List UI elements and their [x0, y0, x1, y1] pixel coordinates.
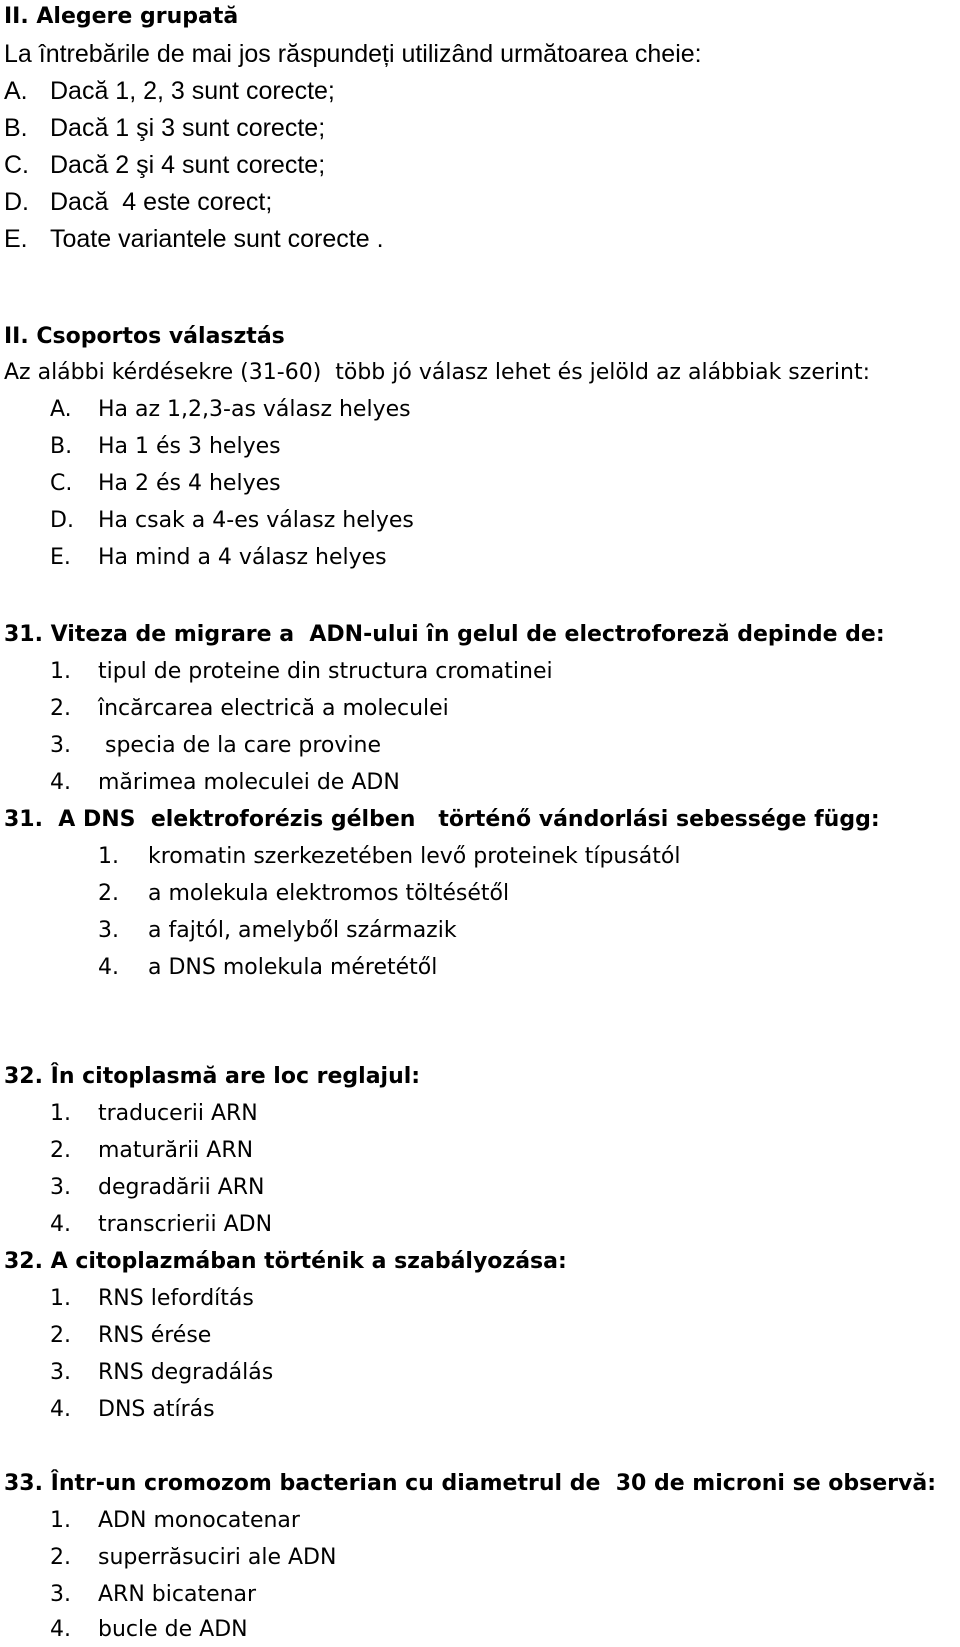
question-option: 1. tipul de proteine din structura cromatinei: [50, 659, 553, 684]
question-option: 2. maturării ARN: [50, 1138, 254, 1163]
question-option: 3. ARN bicatenar: [50, 1582, 257, 1607]
question-heading: 33. Într-un cromozom bacterian cu diametrul de 30 de microni se observă:: [4, 1471, 937, 1496]
question-option: 3. RNS degradálás: [50, 1360, 274, 1385]
question-option: 2. încărcarea electrică a moleculei: [50, 696, 449, 721]
question-option: 4. a DNS molekula méretétől: [98, 955, 438, 980]
question-heading: 31. Viteza de migrare a ADN-ului în gelul de electroforeză depinde de:: [4, 622, 885, 647]
question-option: 2. RNS érése: [50, 1323, 212, 1348]
question-option: 1. RNS lefordítás: [50, 1286, 254, 1311]
ro-key-e: E. Toate variantele sunt corecte .: [4, 225, 384, 253]
question-option: 3. specia de la care provine: [50, 733, 381, 758]
hu-key-e: E. Ha mind a 4 válasz helyes: [50, 545, 387, 570]
question-option: 3. a fajtól, amelyből származik: [98, 918, 457, 943]
question-option: 2. superrăsuciri ale ADN: [50, 1545, 337, 1570]
question-option: 4. DNS atírás: [50, 1397, 215, 1422]
ro-key-b: B. Dacă 1 şi 3 sunt corecte;: [4, 114, 326, 142]
question-heading: 31. A DNS elektroforézis gélben történő vándorlási sebessége függ:: [4, 807, 880, 832]
hu-key-b: B. Ha 1 és 3 helyes: [50, 434, 281, 459]
question-option: 4. mărimea moleculei de ADN: [50, 770, 400, 795]
ro-section-intro: La întrebările de mai jos răspundeți utilizând următoarea cheie:: [4, 40, 702, 68]
question-option: 4. transcrierii ADN: [50, 1212, 273, 1237]
question-option: 1. kromatin szerkezetében levő proteinek típusától: [98, 844, 681, 869]
question-option: 1. traducerii ARN: [50, 1101, 258, 1126]
question-option: 3. degradării ARN: [50, 1175, 265, 1200]
question-heading: 32. A citoplazmában történik a szabályozása:: [4, 1249, 567, 1274]
question-option: 1. ADN monocatenar: [50, 1508, 300, 1533]
question-option: 2. a molekula elektromos töltésétől: [98, 881, 510, 906]
hu-section-intro: Az alábbi kérdésekre (31-60) több jó válasz lehet és jelöld az alábbiak szerint:: [4, 360, 870, 385]
hu-section-title: II. Csoportos választás: [4, 324, 285, 349]
ro-key-c: C. Dacă 2 şi 4 sunt corecte;: [4, 151, 326, 179]
question-heading: 32. În citoplasmă are loc reglajul:: [4, 1064, 421, 1089]
question-option: 4. bucle de ADN: [50, 1617, 248, 1642]
hu-key-a: A. Ha az 1,2,3-as válasz helyes: [50, 397, 411, 422]
ro-key-d: D. Dacă 4 este corect;: [4, 188, 273, 216]
hu-key-d: D. Ha csak a 4-es válasz helyes: [50, 508, 414, 533]
hu-key-c: C. Ha 2 és 4 helyes: [50, 471, 281, 496]
ro-section-title: II. Alegere grupată: [4, 4, 239, 29]
ro-key-a: A. Dacă 1, 2, 3 sunt corecte;: [4, 77, 335, 105]
